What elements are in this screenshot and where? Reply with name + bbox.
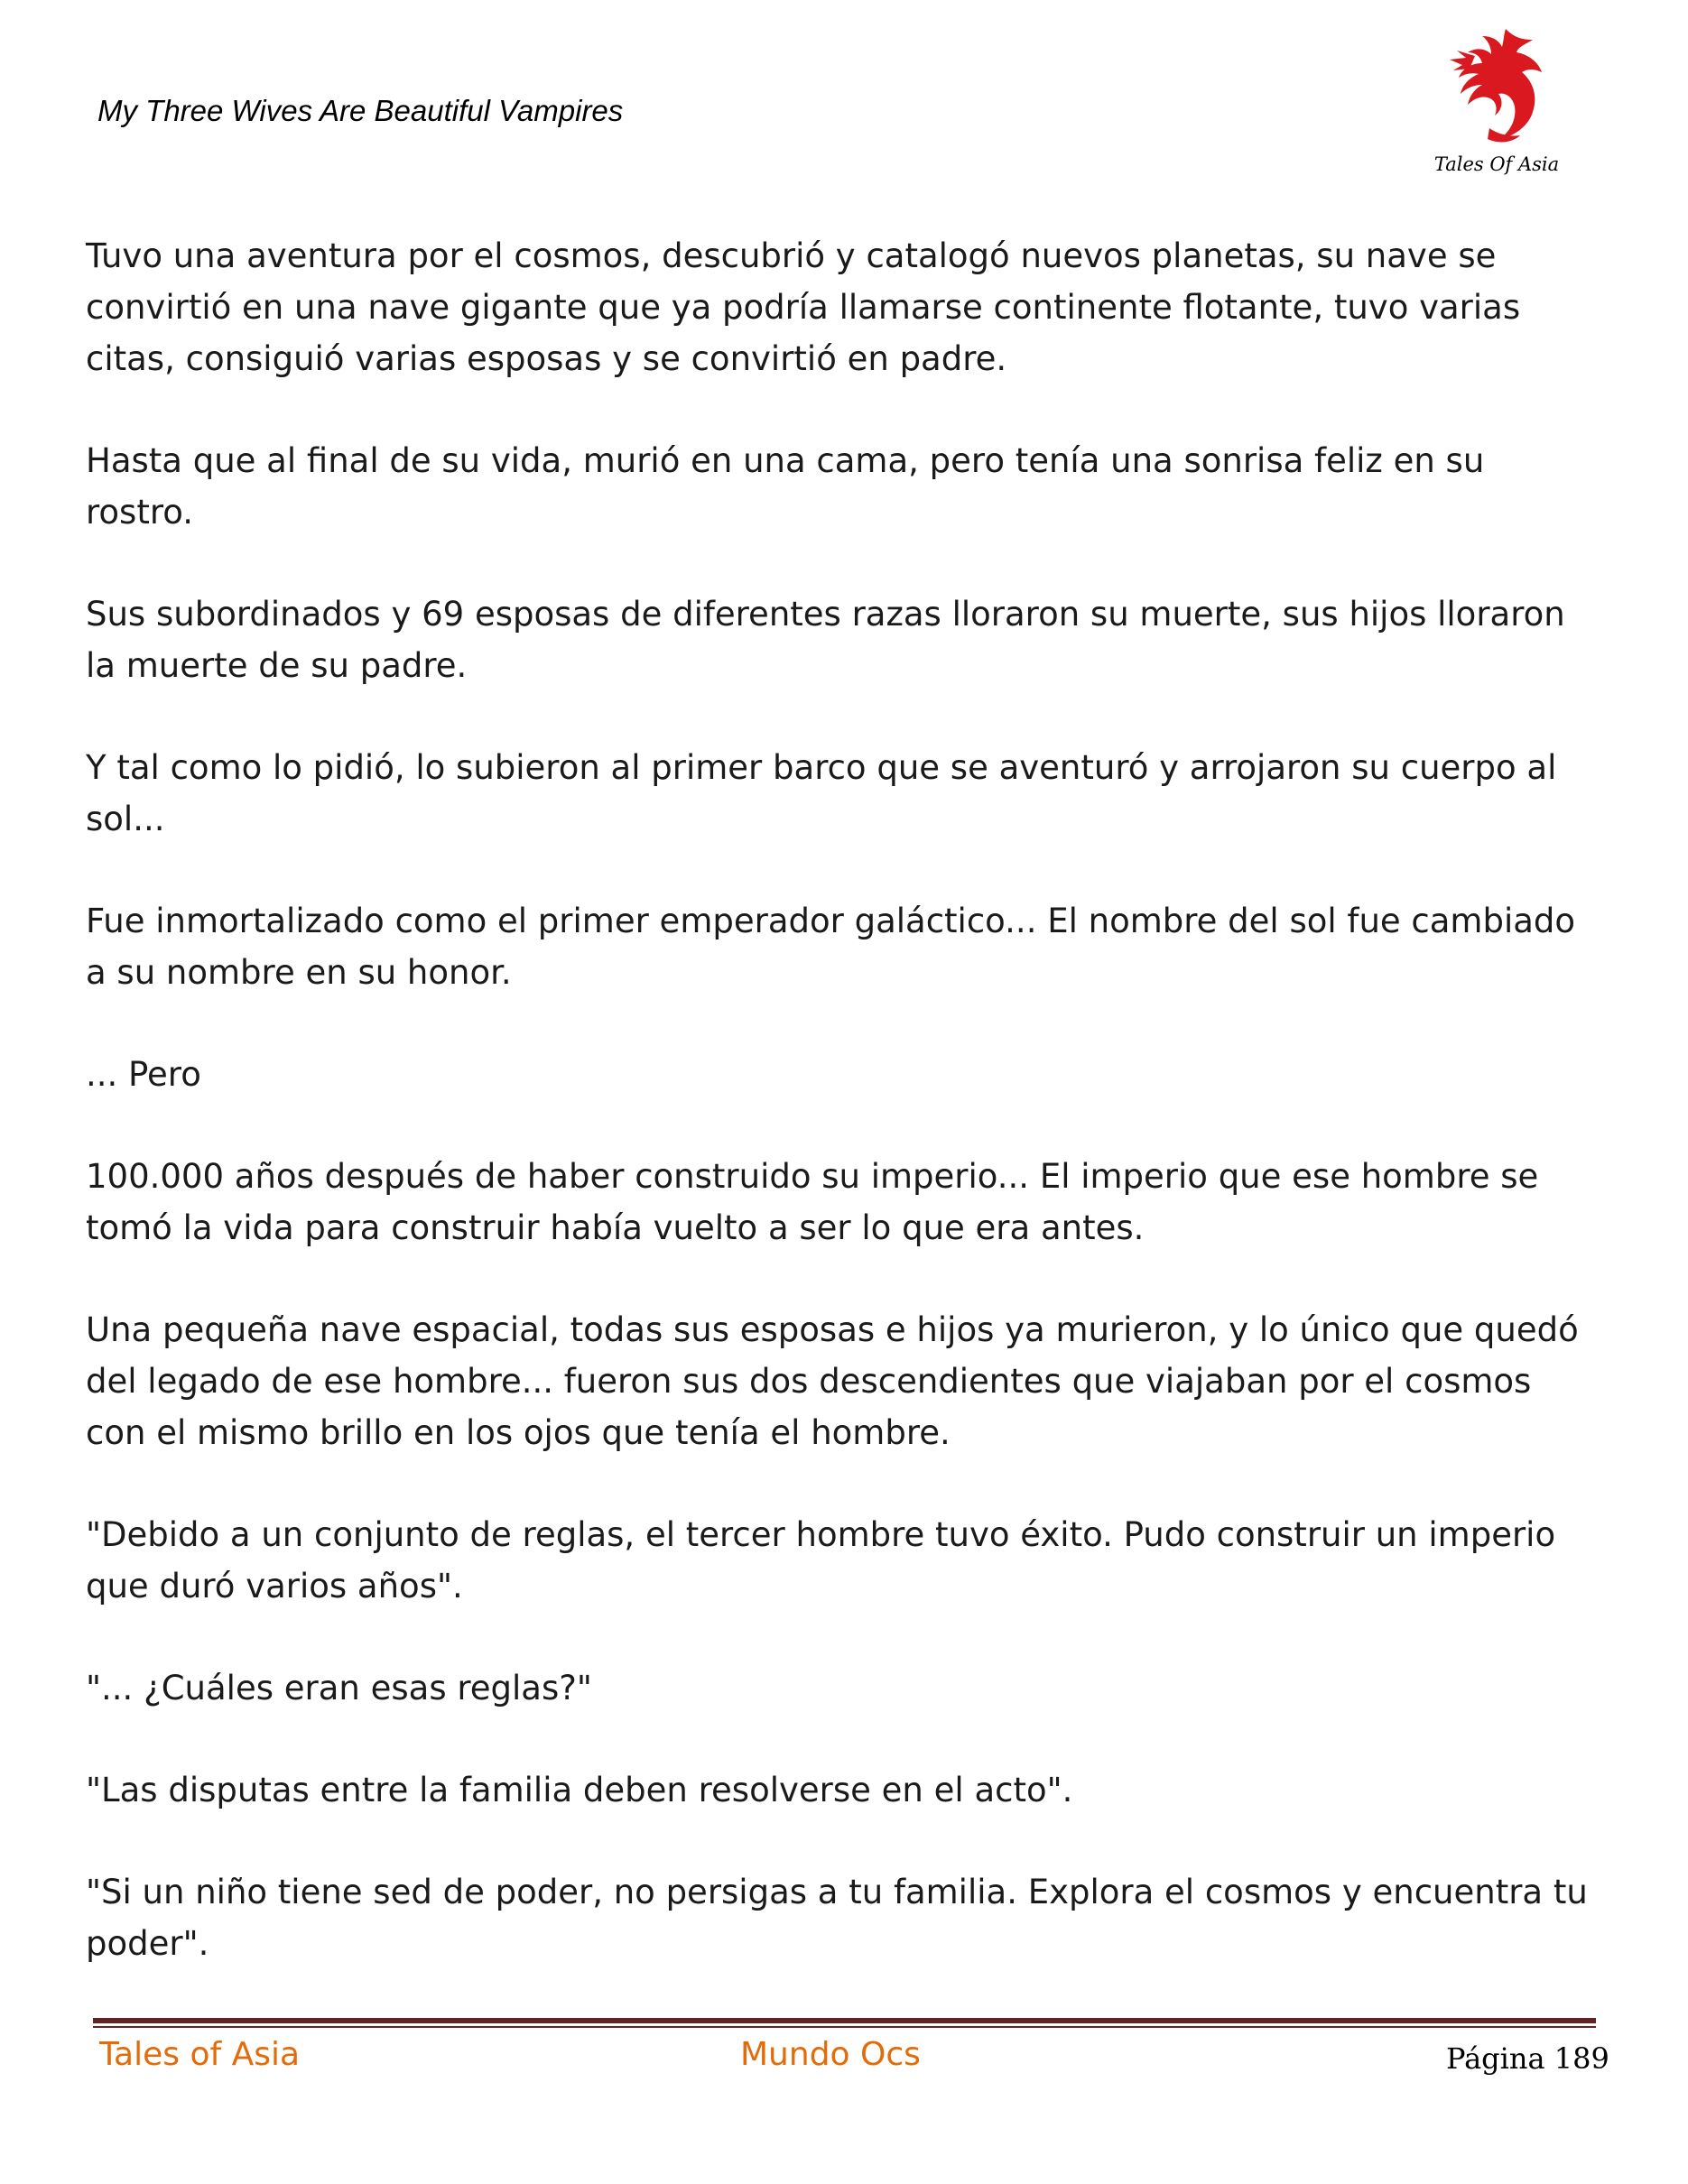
page-number: Página 189 xyxy=(1446,2041,1609,2076)
paragraph xyxy=(86,588,1620,691)
text-line: con el mismo brillo en los ojos que tenía el hombre. xyxy=(86,1413,951,1452)
text-line: "... ¿Cuáles eran esas reglas?" xyxy=(86,1669,592,1707)
text-line: poder". xyxy=(86,1924,209,1963)
paragraph xyxy=(86,1304,1620,1458)
text-line: "Las disputas entre la familia deben resolverse en el acto". xyxy=(86,1771,1073,1809)
text-line: sol... xyxy=(86,800,165,838)
paragraph xyxy=(86,1764,1620,1816)
paragraph xyxy=(86,230,1620,384)
paragraph xyxy=(86,895,1620,998)
tales-of-asia-logo xyxy=(1426,20,1562,182)
header-book-title: My Three Wives Are Beautiful Vampires xyxy=(97,94,624,127)
text-line: Sus subordinados y 69 esposas de diferentes razas lloraron su muerte, sus hijos lloraron xyxy=(86,595,1565,634)
footer-divider-thin xyxy=(93,2026,1596,2028)
paragraph xyxy=(86,1049,1620,1100)
text-line: citas, consiguió varias esposas y se convirtió en padre. xyxy=(86,339,1007,378)
text-line: la muerte de su padre. xyxy=(86,646,468,685)
paragraph xyxy=(86,1151,1620,1254)
footer-site-name: Tales of Asia xyxy=(99,2036,301,2073)
text-line: Tuvo una aventura por el cosmos, descubrió y catalogó nuevos planetas, su nave se xyxy=(86,236,1497,275)
paragraph xyxy=(86,1509,1620,1612)
text-line: tomó la vida para construir había vuelto a ser lo que era antes. xyxy=(86,1208,1145,1247)
text-line: Y tal como lo pidió, lo subieron al primer barco que se aventuró y arrojaron su cuerpo al xyxy=(86,748,1557,787)
text-line: rostro. xyxy=(86,493,193,532)
footer-section-name: Mundo Ocs xyxy=(740,2036,921,2073)
text-line: Hasta que al final de su vida, murió en una cama, pero tenía una sonrisa feliz en su xyxy=(86,441,1485,480)
text-line: que duró varios años". xyxy=(86,1567,463,1606)
text-line: del legado de ese hombre... fueron sus dos descendientes que viajaban por el cosmos xyxy=(86,1362,1532,1401)
text-line: convirtió en una nave gigante que ya podría llamarse continente flotante, tuvo varias xyxy=(86,288,1521,327)
text-line: Una pequeña nave espacial, todas sus esposas e hijos ya murieron, y lo único que quedó xyxy=(86,1310,1579,1349)
text-line: 100.000 años después de haber construido su imperio... El imperio que ese hombre se xyxy=(86,1157,1539,1196)
paragraph xyxy=(86,1662,1620,1714)
footer-divider xyxy=(93,2018,1596,2023)
chapter-body xyxy=(86,230,1620,2020)
text-line: a su nombre en su honor. xyxy=(86,953,512,992)
dragon-icon xyxy=(1426,20,1562,155)
text-line: ... Pero xyxy=(86,1055,201,1094)
text-line: Fue inmortalizado como el primer emperador galáctico... El nombre del sol fue cambiado xyxy=(86,902,1576,940)
paragraph xyxy=(86,742,1620,845)
paragraph xyxy=(86,435,1620,538)
text-line: "Debido a un conjunto de reglas, el tercer hombre tuvo éxito. Pudo construir un imperio xyxy=(86,1515,1556,1554)
logo-label: Tales Of Asia xyxy=(1433,153,1560,175)
text-line: "Si un niño tiene sed de poder, no persigas a tu familia. Explora el cosmos y encuentra tu xyxy=(86,1873,1588,1911)
paragraph xyxy=(86,1866,1620,1969)
